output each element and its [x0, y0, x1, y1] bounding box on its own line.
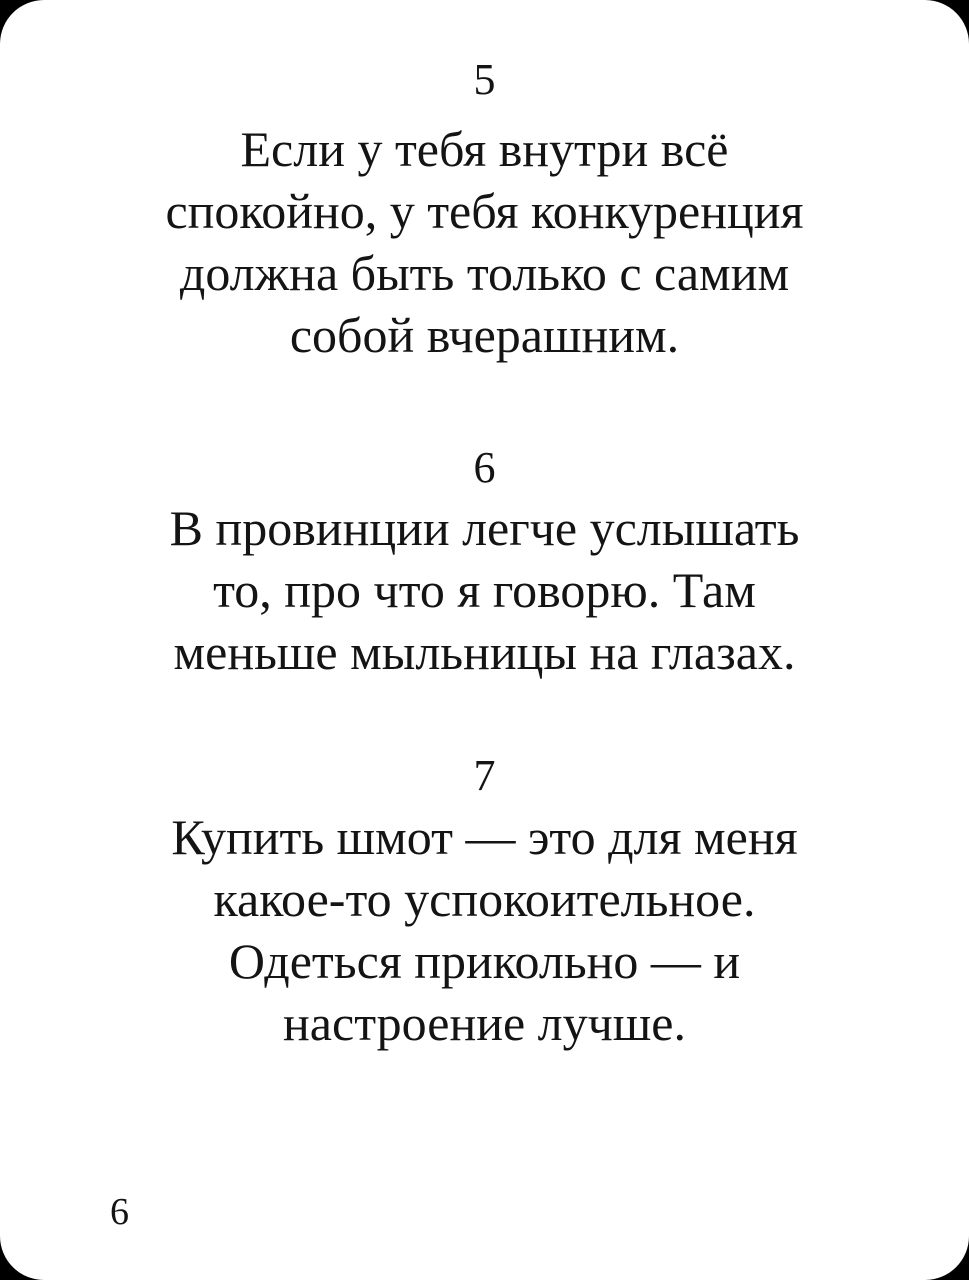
quote-number-5: 5 [473, 55, 496, 104]
quote-6 [0, 497, 969, 683]
quote-line: настроение лучше. [283, 995, 686, 1051]
quote-line: Если у тебя внутри всё [240, 121, 729, 177]
quote-7 [0, 806, 969, 1054]
quote-line: Одеться прикольно — и [228, 933, 741, 989]
quote-line: спокойно, у тебя конкуренция [165, 183, 804, 239]
quote-line: какое-то успокоительное. [213, 871, 756, 927]
quote-5 [0, 118, 969, 366]
quote-line: Купить шмот — это для меня [171, 809, 798, 865]
quote-line: должна быть только с самим [179, 245, 790, 301]
quote-number-6: 6 [473, 443, 496, 492]
quote-line: собой вчерашним. [289, 307, 680, 363]
quote-line: В провинции легче услышать [169, 500, 800, 556]
quote-line: меньше мыльницы на глазах. [173, 624, 796, 680]
page-number: 6 [110, 1191, 129, 1233]
quote-line: то, про что я говорю. Там [213, 562, 756, 618]
quote-number-7: 7 [473, 751, 496, 800]
